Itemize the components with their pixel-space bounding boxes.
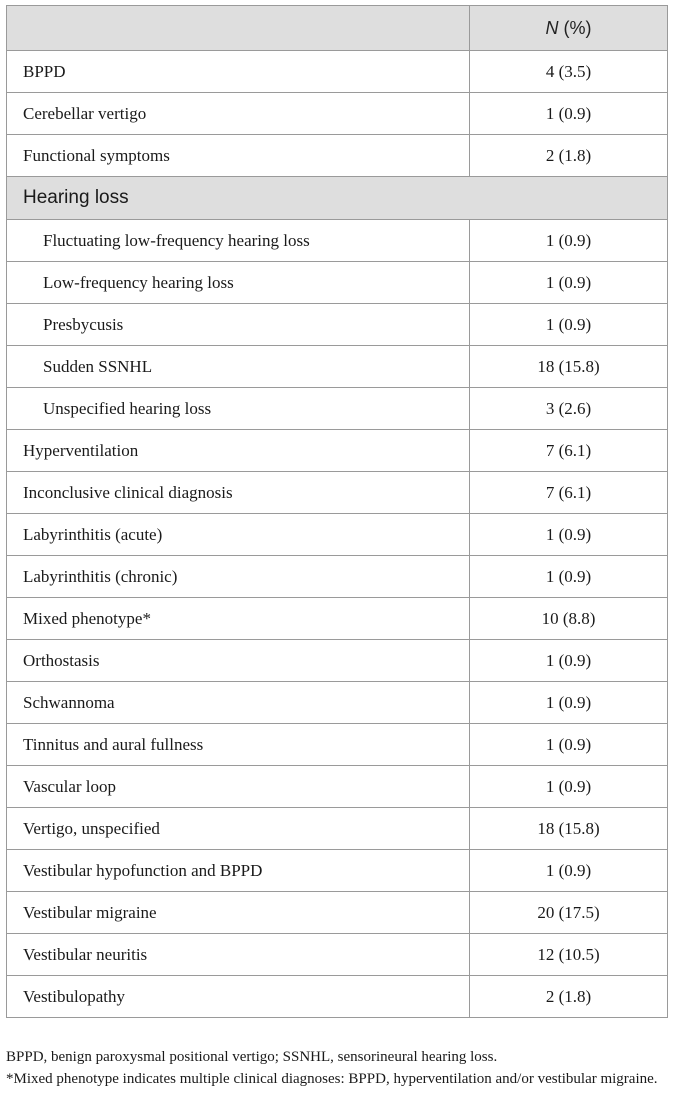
footnote-mixed-phenotype: *Mixed phenotype indicates multiple clinical diagnoses: BPPD, hyperventilation and/or vestibular migraine. [6,1071,658,1087]
n-percent-value: 18 (15.8) [470,346,668,388]
header-n-label: N [545,17,559,38]
table-row [7,51,668,93]
n-percent-value: 18 (15.8) [470,808,668,850]
table-row [7,892,668,934]
table-row [7,93,668,135]
n-percent-value: 12 (10.5) [470,934,668,976]
diagnosis-label: Unspecified hearing loss [7,388,470,430]
table-row [7,976,668,1018]
n-percent-value: 1 (0.9) [470,682,668,724]
table-row [7,262,668,304]
header-n-percent [470,6,668,51]
footnotes [6,1046,667,1090]
table-row [7,346,668,388]
table-row [7,556,668,598]
diagnosis-label: Mixed phenotype* [7,598,470,640]
diagnosis-label: Presbycusis [7,304,470,346]
table-section-row [7,177,668,220]
diagnosis-label: Vestibular hypofunction and BPPD [7,850,470,892]
table-row [7,472,668,514]
table-row [7,388,668,430]
diagnosis-table [6,5,668,1018]
table-row [7,514,668,556]
header-diagnosis [7,6,470,51]
diagnosis-label: Vestibular migraine [7,892,470,934]
n-percent-value: 1 (0.9) [470,220,668,262]
diagnosis-label: Labyrinthitis (chronic) [7,556,470,598]
table-row [7,304,668,346]
n-percent-value: 1 (0.9) [470,724,668,766]
n-percent-value: 20 (17.5) [470,892,668,934]
n-percent-value: 2 (1.8) [470,976,668,1018]
n-percent-value: 10 (8.8) [470,598,668,640]
diagnosis-label: Inconclusive clinical diagnosis [7,472,470,514]
diagnosis-label: Low-frequency hearing loss [7,262,470,304]
diagnosis-label: Fluctuating low-frequency hearing loss [7,220,470,262]
footnote-abbreviations: BPPD, benign paroxysmal positional vertigo; SSNHL, sensorineural hearing loss. [6,1049,498,1065]
diagnosis-label: Schwannoma [7,682,470,724]
diagnosis-label: Hyperventilation [7,430,470,472]
table-row [7,850,668,892]
table-row [7,430,668,472]
n-percent-value: 1 (0.9) [470,514,668,556]
table-row [7,682,668,724]
diagnosis-label: Functional symptoms [7,135,470,177]
n-percent-value: 1 (0.9) [470,850,668,892]
diagnosis-label: Tinnitus and aural fullness [7,724,470,766]
table-header-row [7,6,668,51]
n-percent-value: 1 (0.9) [470,766,668,808]
section-label: Hearing loss [7,177,668,220]
n-percent-value: 7 (6.1) [470,472,668,514]
diagnosis-table-container [6,5,667,1018]
table-row [7,598,668,640]
n-percent-value: 3 (2.6) [470,388,668,430]
diagnosis-label: Orthostasis [7,640,470,682]
table-row [7,808,668,850]
table-row [7,135,668,177]
diagnosis-label: Labyrinthitis (acute) [7,514,470,556]
n-percent-value: 1 (0.9) [470,556,668,598]
n-percent-value: 1 (0.9) [470,262,668,304]
table-row [7,934,668,976]
header-percent-label: (%) [558,17,592,38]
diagnosis-label: Vestibular neuritis [7,934,470,976]
n-percent-value: 1 (0.9) [470,640,668,682]
n-percent-value: 7 (6.1) [470,430,668,472]
n-percent-value: 1 (0.9) [470,93,668,135]
table-row [7,766,668,808]
diagnosis-label: Cerebellar vertigo [7,93,470,135]
n-percent-value: 4 (3.5) [470,51,668,93]
diagnosis-label: Vestibulopathy [7,976,470,1018]
diagnosis-label: Sudden SSNHL [7,346,470,388]
n-percent-value: 2 (1.8) [470,135,668,177]
table-row [7,220,668,262]
diagnosis-label: Vascular loop [7,766,470,808]
n-percent-value: 1 (0.9) [470,304,668,346]
diagnosis-label: BPPD [7,51,470,93]
table-row [7,724,668,766]
diagnosis-label: Vertigo, unspecified [7,808,470,850]
table-body [7,51,668,1018]
table-row [7,640,668,682]
